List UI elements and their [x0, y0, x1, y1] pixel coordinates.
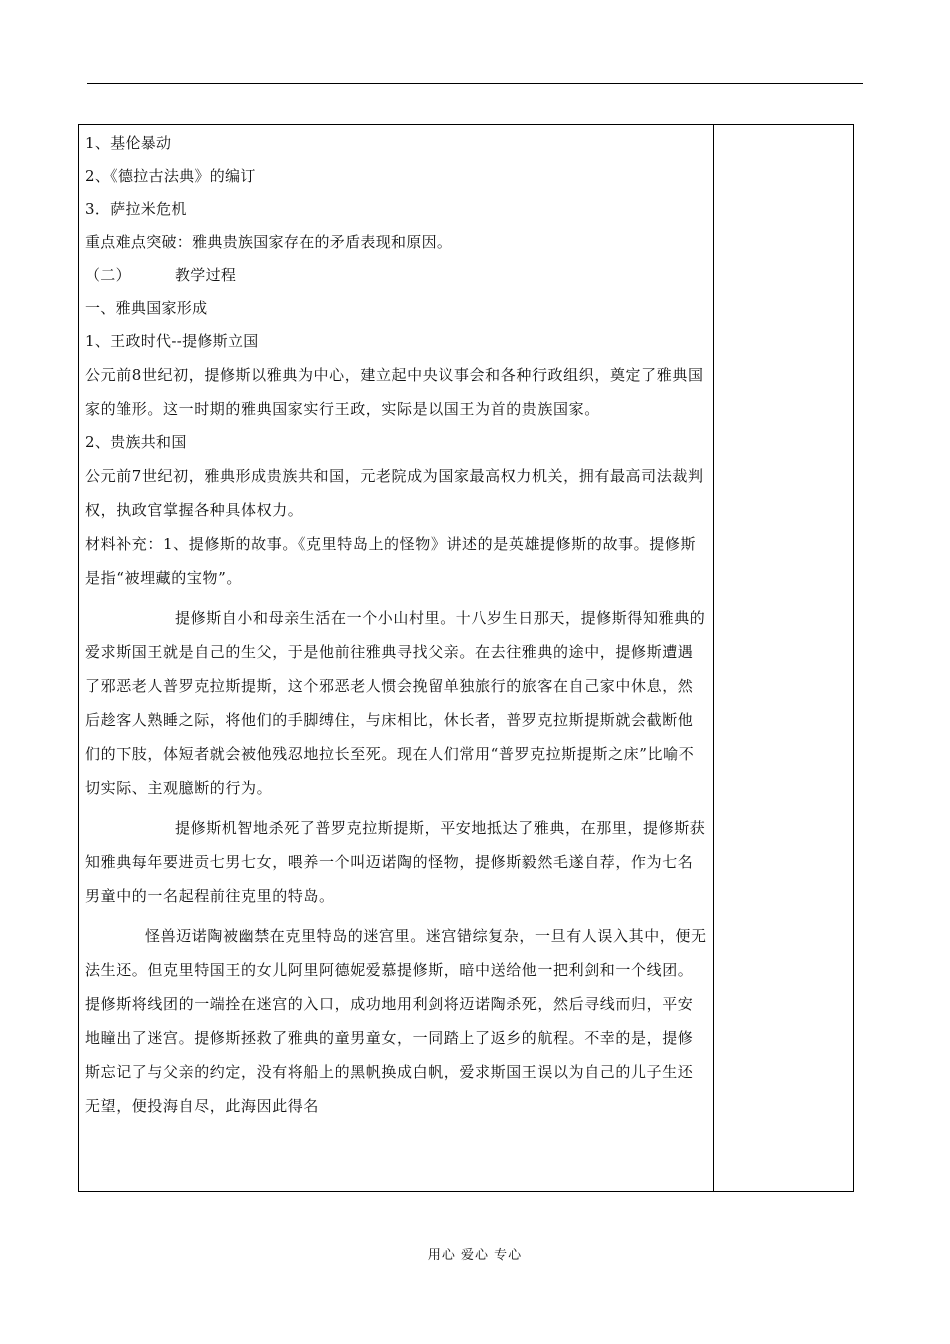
story-paragraph-3: 怪兽迈诺陶被幽禁在克里特岛的迷宫里。迷宫错综复杂，一旦有人误入其中，便无法生还。但克里特国王的女儿阿里阿德妮爱慕提修斯，暗中送给他一把利剑和一个线团。提修斯将线团的一端拴在迷宫的入口，成功地用利剑将迈诺陶杀死，然后寻线而归，平安地瞳出了迷宫。提修斯拯救了雅典的童男童女，一同踏上了返乡的航程。不幸的是，提修斯忘记了与父亲的约定，没有将船上的黑帆换成白帆，爱求斯国王误以为自己的儿子生还无望，便投海自尽，此海因此得名: [85, 927, 707, 1115]
column-divider: [713, 125, 714, 1191]
topic-line-3: 3．萨拉米危机: [85, 200, 187, 218]
subsection-paragraph-2: 公元前7世纪初，雅典形成贵族共和国，元老院成为国家最高权力机关，拥有最高司法裁判权，执政官掌握各种具体权力。: [85, 467, 704, 519]
process-heading: [85, 259, 707, 292]
header-rule: [87, 83, 863, 84]
subsection-title-1: 1、王政时代--提修斯立国: [85, 332, 259, 350]
lesson-content: [85, 127, 707, 1123]
page-footer: 用心 爱心 专心: [427, 1248, 523, 1263]
topic-line-2: 2、《德拉古法典》的编订: [85, 167, 256, 185]
process-label: 教学过程: [175, 266, 237, 284]
story-paragraph-2: 提修斯机智地杀死了普罗克拉斯提斯，平安地抵达了雅典，在那里，提修斯获知雅典每年要进贡七男七女，喂养一个叫迈诺陶的怪物，提修斯毅然毛遂自荐，作为七名男童中的一名起程前往克里的特岛。: [85, 819, 706, 905]
subsection-title-2: 2、贵族共和国: [85, 433, 187, 451]
lesson-table: [78, 124, 854, 1192]
process-prefix: （二）: [85, 266, 131, 284]
key-difficulty-line: 重点难点突破：雅典贵族国家存在的矛盾表现和原因。: [85, 233, 453, 251]
material-paragraph: 材料补充：1、提修斯的故事。《克里特岛上的怪物》讲述的是英雄提修斯的故事。提修斯是指“被埋藏的宝物”。: [85, 535, 697, 587]
section-title: 一、雅典国家形成: [85, 299, 208, 317]
story-paragraph-1: 提修斯自小和母亲生活在一个小山村里。十八岁生日那天，提修斯得知雅典的爱求斯国王就是自己的生父，于是他前往雅典寻找父亲。在去往雅典的途中，提修斯遭遇了邪恶老人普罗克拉斯提斯，这个邪恶老人惯会挽留单独旅行的旅客在自己家中休息，然后趁客人熟睡之际，将他们的手脚缚住，与床相比，休长者，普罗克拉斯提斯就会截断他们的下肢，体短者就会被他残忍地拉长至死。现在人们常用“普罗克拉斯提斯之床”比喻不切实际、主观臆断的行为。: [85, 609, 706, 797]
subsection-paragraph-1: 公元前8世纪初，提修斯以雅典为中心，建立起中央议事会和各种行政组织，奠定了雅典国家的雏形。这一时期的雅典国家实行王政，实际是以国王为首的贵族国家。: [85, 366, 704, 418]
topic-line-1: 1、基伦暴动: [85, 134, 172, 152]
